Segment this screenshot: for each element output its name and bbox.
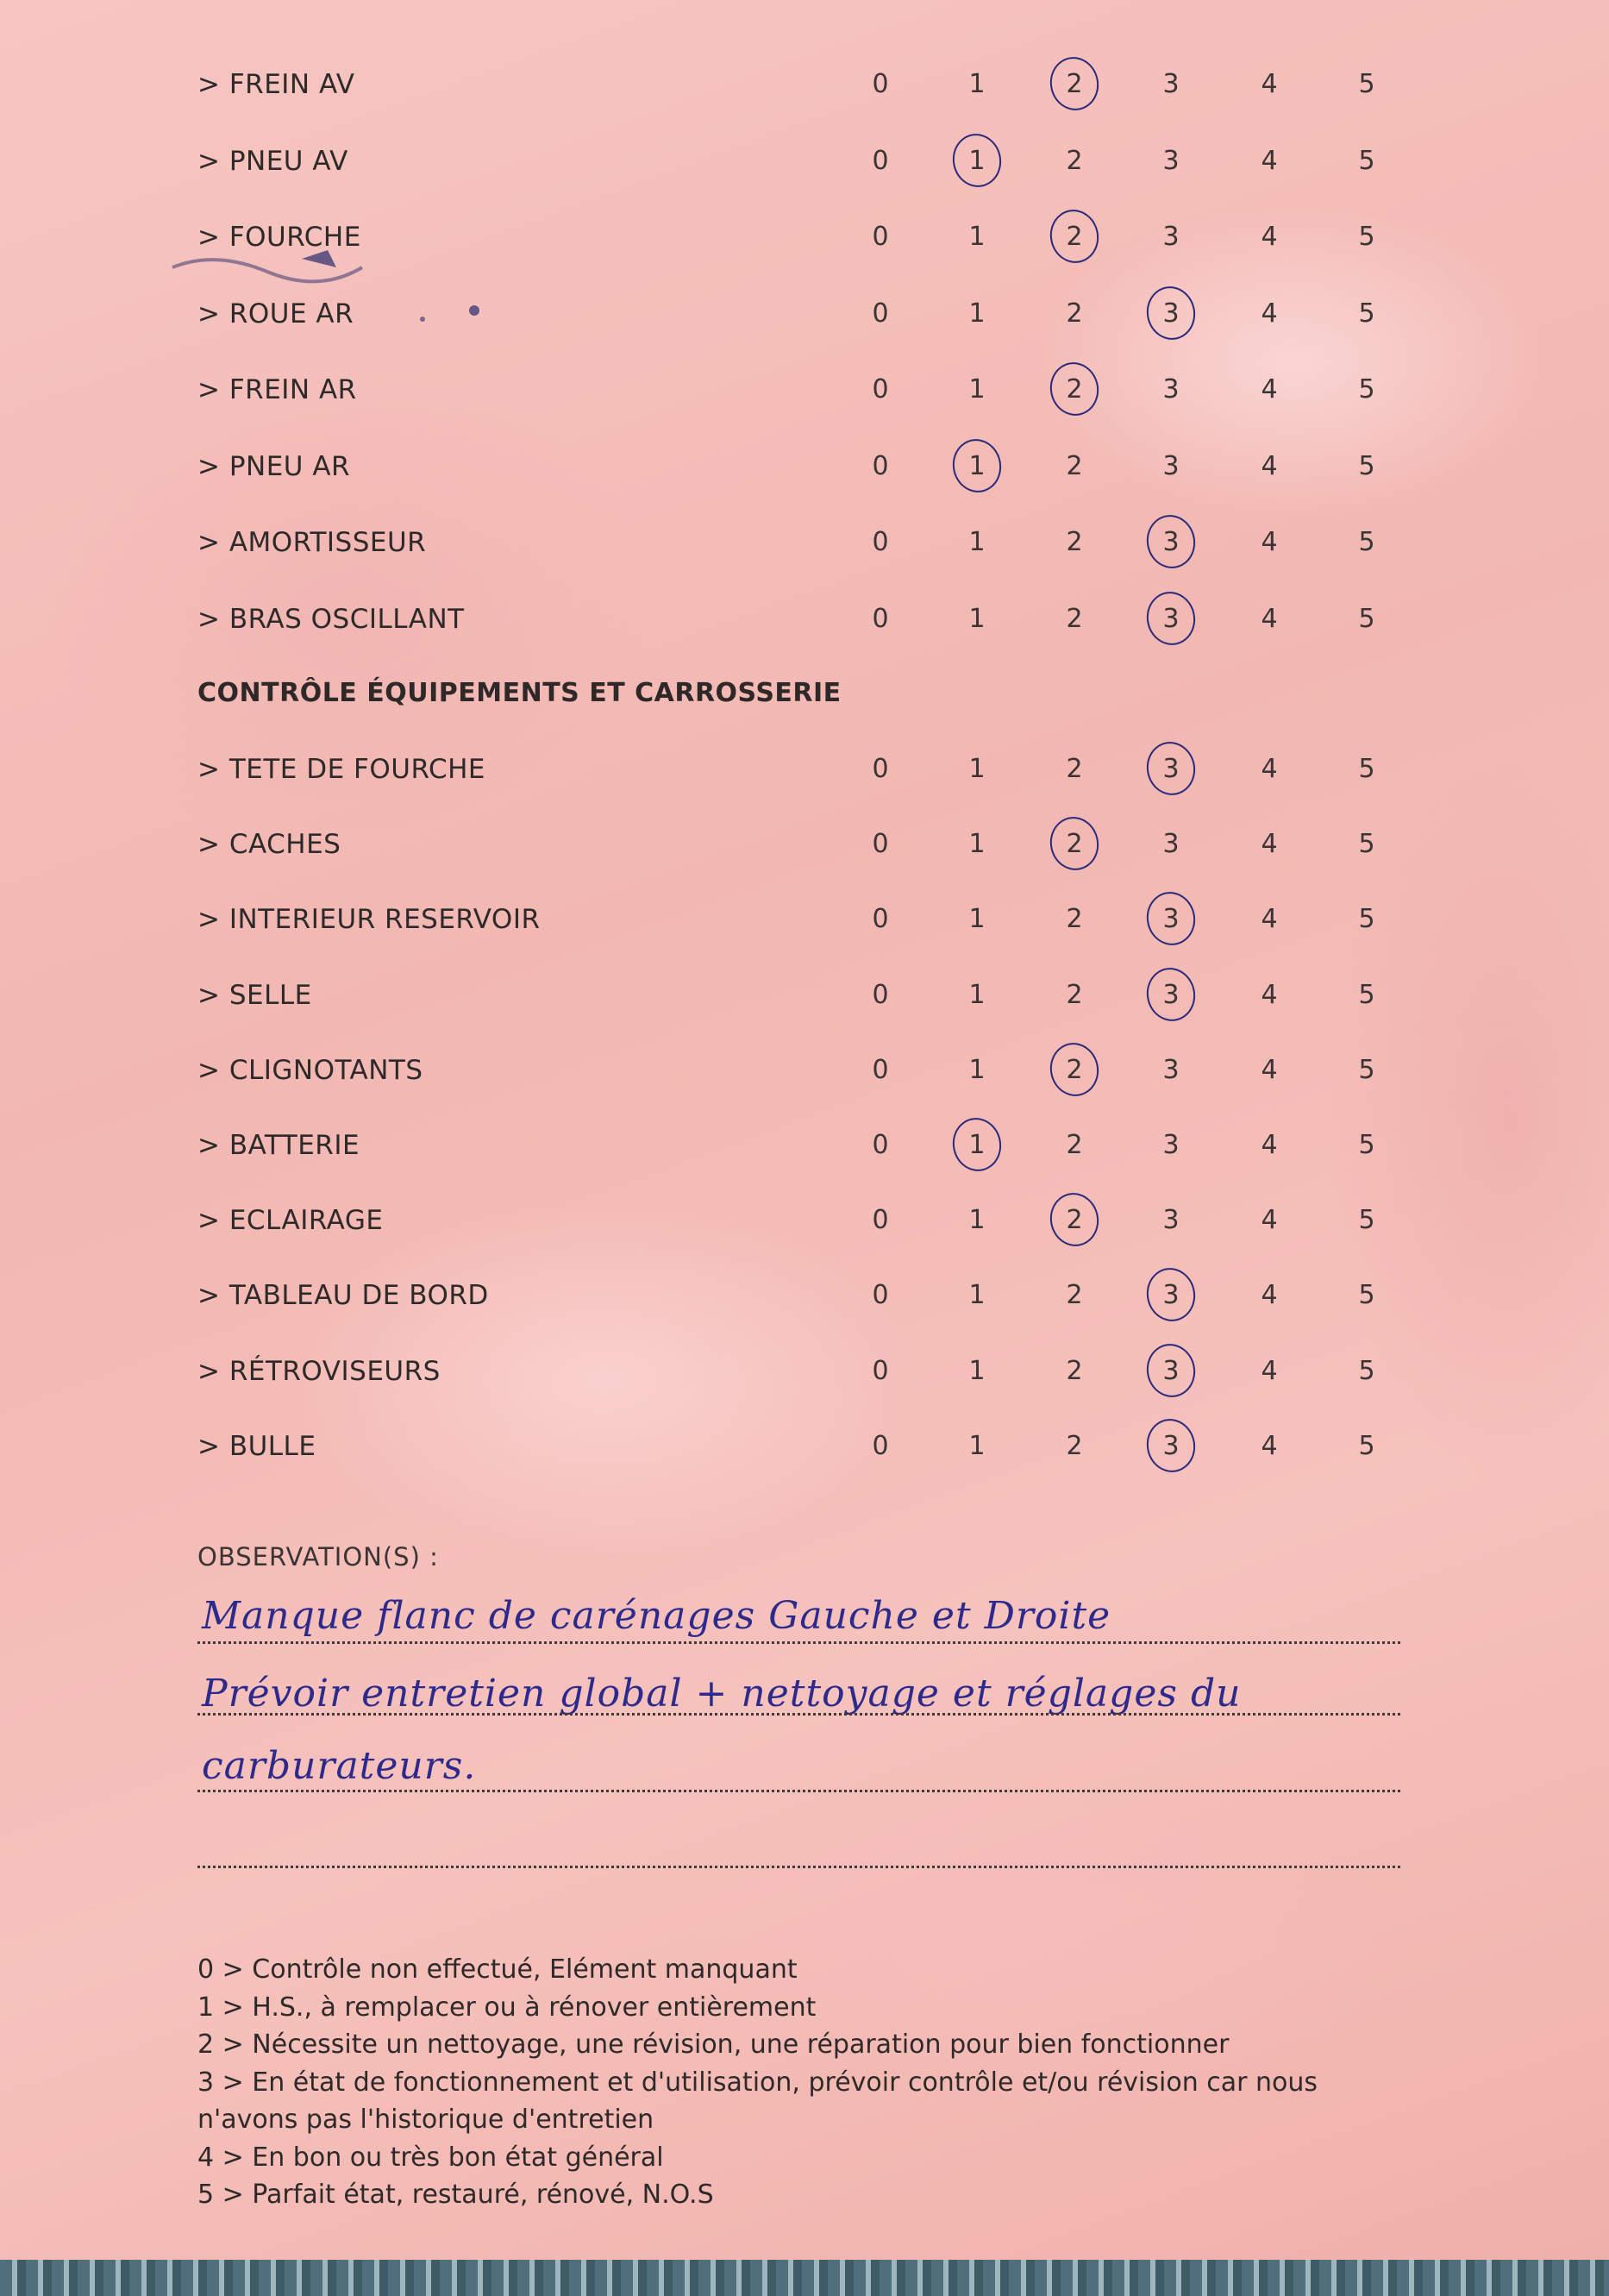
selected-score-circle	[948, 434, 1006, 496]
checklist-row	[0, 515, 1609, 575]
score-option-1[interactable]: 1	[968, 904, 986, 935]
score-option-4[interactable]: 4	[1261, 979, 1278, 1010]
score-option-5[interactable]: 5	[1358, 145, 1375, 176]
score-option-1[interactable]: 1	[968, 754, 986, 784]
score-option-3[interactable]: 3	[1162, 1205, 1180, 1236]
score-option-3[interactable]: 3	[1162, 1355, 1180, 1386]
score-option-0[interactable]: 0	[872, 1280, 889, 1311]
score-option-4[interactable]: 4	[1261, 222, 1278, 252]
checklist-row	[0, 592, 1609, 652]
selected-score-circle	[1045, 1038, 1104, 1101]
checklist-row	[0, 362, 1609, 423]
observation-line-1: Manque flanc de carénages Gauche et Droite	[202, 1594, 1111, 1638]
checklist-row	[0, 1419, 1609, 1479]
checklist-row	[0, 968, 1609, 1028]
score-option-3[interactable]: 3	[1162, 450, 1180, 481]
row-label: > FREIN AV	[197, 69, 355, 100]
score-option-4[interactable]: 4	[1261, 754, 1278, 784]
score-option-0[interactable]: 0	[872, 1355, 889, 1386]
score-option-0[interactable]: 0	[872, 1054, 889, 1085]
score-option-4[interactable]: 4	[1261, 1205, 1278, 1236]
score-option-0[interactable]: 0	[872, 527, 889, 557]
score-option-0[interactable]: 0	[872, 829, 889, 860]
checklist-row	[0, 286, 1609, 347]
score-option-2[interactable]: 2	[1066, 374, 1083, 405]
score-option-2[interactable]: 2	[1066, 1130, 1083, 1160]
selected-score-circle	[1045, 358, 1104, 420]
score-option-0[interactable]: 0	[872, 222, 889, 252]
score-option-3[interactable]: 3	[1162, 1054, 1180, 1085]
score-option-4[interactable]: 4	[1261, 298, 1278, 329]
score-option-4[interactable]: 4	[1261, 1430, 1278, 1461]
score-option-5[interactable]: 5	[1358, 904, 1375, 935]
score-option-1[interactable]: 1	[968, 979, 986, 1010]
observation-line-2: Prévoir entretien global + nettoyage et réglages du	[202, 1672, 1242, 1716]
legend-item-0: 0 > Contrôle non effectué, Elément manquant	[197, 1954, 798, 1985]
row-label: > BULLE	[197, 1430, 316, 1462]
score-option-3[interactable]: 3	[1162, 374, 1180, 405]
score-option-1[interactable]: 1	[968, 1205, 986, 1236]
score-option-3[interactable]: 3	[1162, 222, 1180, 252]
checklist-row	[0, 1193, 1609, 1253]
rating-legend	[197, 1951, 1422, 2214]
row-label: > BRAS OSCILLANT	[197, 603, 465, 635]
checklist-row	[0, 1043, 1609, 1103]
row-label: > ECLAIRAGE	[197, 1205, 384, 1237]
selected-score-circle	[1142, 511, 1200, 573]
score-option-3[interactable]: 3	[1162, 1430, 1180, 1461]
score-option-4[interactable]: 4	[1261, 1280, 1278, 1311]
binder-edge	[0, 2260, 1609, 2296]
score-option-3[interactable]: 3	[1162, 298, 1180, 329]
score-option-3[interactable]: 3	[1162, 527, 1180, 557]
selected-score-circle	[1142, 1264, 1200, 1326]
score-option-1[interactable]: 1	[968, 374, 986, 405]
score-option-5[interactable]: 5	[1358, 298, 1375, 329]
row-label: > TABLEAU DE BORD	[197, 1280, 489, 1312]
score-option-1[interactable]: 1	[968, 603, 986, 634]
score-option-0[interactable]: 0	[872, 754, 889, 784]
score-option-4[interactable]: 4	[1261, 1130, 1278, 1160]
score-option-1[interactable]: 1	[968, 1280, 986, 1311]
legend-item-5: 5 > Parfait état, restauré, rénové, N.O.S	[197, 2180, 714, 2210]
row-label: > AMORTISSEUR	[197, 527, 427, 558]
score-option-5[interactable]: 5	[1358, 1280, 1375, 1311]
score-option-2[interactable]: 2	[1066, 69, 1083, 99]
checklist-row	[0, 1344, 1609, 1404]
row-label: > ROUE AR	[197, 298, 354, 329]
score-option-0[interactable]: 0	[872, 1130, 889, 1160]
score-option-5[interactable]: 5	[1358, 1355, 1375, 1386]
score-option-1[interactable]: 1	[968, 527, 986, 557]
row-label: > CACHES	[197, 829, 341, 861]
score-option-2[interactable]: 2	[1066, 1355, 1083, 1386]
legend-item-1: 1 > H.S., à remplacer ou à rénover entièrement	[197, 1992, 817, 2023]
score-option-3[interactable]: 3	[1162, 1130, 1180, 1160]
score-option-5[interactable]: 5	[1358, 979, 1375, 1010]
selected-score-circle	[1142, 1339, 1200, 1401]
score-option-5[interactable]: 5	[1358, 374, 1375, 405]
score-option-4[interactable]: 4	[1261, 1355, 1278, 1386]
checklist-row	[0, 892, 1609, 952]
score-option-3[interactable]: 3	[1162, 69, 1180, 99]
selected-score-circle	[1142, 281, 1200, 343]
selected-score-circle	[1045, 53, 1104, 115]
score-option-2[interactable]: 2	[1066, 527, 1083, 557]
score-option-2[interactable]: 2	[1066, 979, 1083, 1010]
observations-title: OBSERVATION(S) :	[197, 1542, 439, 1571]
score-option-2[interactable]: 2	[1066, 754, 1083, 784]
section-title-equipements: CONTRÔLE ÉQUIPEMENTS ET CARROSSERIE	[197, 678, 842, 708]
score-option-0[interactable]: 0	[872, 979, 889, 1010]
score-option-1[interactable]: 1	[968, 222, 986, 252]
dotted-line-2	[197, 1713, 1400, 1716]
score-option-3[interactable]: 3	[1162, 145, 1180, 176]
score-option-2[interactable]: 2	[1066, 1205, 1083, 1236]
score-option-1[interactable]: 1	[968, 1430, 986, 1461]
observation-line-3: carburateurs.	[202, 1744, 477, 1788]
selected-score-circle	[1142, 963, 1200, 1025]
score-option-2[interactable]: 2	[1066, 450, 1083, 481]
checklist-row	[0, 1118, 1609, 1178]
score-option-5[interactable]: 5	[1358, 1054, 1375, 1085]
dotted-line-4	[197, 1866, 1400, 1868]
score-option-4[interactable]: 4	[1261, 603, 1278, 634]
score-option-3[interactable]: 3	[1162, 904, 1180, 935]
score-option-4[interactable]: 4	[1261, 145, 1278, 176]
score-option-1[interactable]: 1	[968, 1130, 986, 1160]
score-option-2[interactable]: 2	[1066, 603, 1083, 634]
score-option-1[interactable]: 1	[968, 1355, 986, 1386]
score-option-2[interactable]: 2	[1066, 1280, 1083, 1311]
row-label: > PNEU AV	[197, 145, 348, 177]
checklist-row	[0, 1268, 1609, 1328]
selected-score-circle	[1142, 888, 1200, 950]
score-option-5[interactable]: 5	[1358, 527, 1375, 557]
selected-score-circle	[1045, 1189, 1104, 1251]
score-option-0[interactable]: 0	[872, 298, 889, 329]
score-option-0[interactable]: 0	[872, 1430, 889, 1461]
row-label: > RÉTROVISEURS	[197, 1355, 441, 1387]
checklist-row	[0, 742, 1609, 802]
score-option-0[interactable]: 0	[872, 1205, 889, 1236]
selected-score-circle	[948, 129, 1006, 191]
score-option-4[interactable]: 4	[1261, 1054, 1278, 1085]
checklist-row	[0, 57, 1609, 117]
dotted-line-1	[197, 1641, 1400, 1644]
score-option-0[interactable]: 0	[872, 374, 889, 405]
selected-score-circle	[1142, 737, 1200, 800]
score-option-5[interactable]: 5	[1358, 829, 1375, 860]
selected-score-circle	[1142, 1415, 1200, 1477]
selected-score-circle	[1045, 812, 1104, 875]
score-option-2[interactable]: 2	[1066, 1054, 1083, 1085]
score-option-4[interactable]: 4	[1261, 829, 1278, 860]
score-option-4[interactable]: 4	[1261, 527, 1278, 557]
score-option-5[interactable]: 5	[1358, 1130, 1375, 1160]
checklist-row	[0, 134, 1609, 194]
selected-score-circle	[1142, 587, 1200, 649]
score-option-2[interactable]: 2	[1066, 904, 1083, 935]
score-option-1[interactable]: 1	[968, 829, 986, 860]
score-option-0[interactable]: 0	[872, 603, 889, 634]
score-option-5[interactable]: 5	[1358, 69, 1375, 99]
checklist-row	[0, 439, 1609, 499]
row-label: > FREIN AR	[197, 374, 357, 405]
checklist-row	[0, 210, 1609, 270]
score-option-1[interactable]: 1	[968, 69, 986, 99]
row-label: > TETE DE FOURCHE	[197, 754, 485, 785]
score-option-2[interactable]: 2	[1066, 1430, 1083, 1461]
row-label: > BATTERIE	[197, 1130, 360, 1161]
score-option-2[interactable]: 2	[1066, 222, 1083, 252]
score-option-4[interactable]: 4	[1261, 69, 1278, 99]
score-option-1[interactable]: 1	[968, 145, 986, 176]
score-option-0[interactable]: 0	[872, 904, 889, 935]
score-option-4[interactable]: 4	[1261, 374, 1278, 405]
score-option-1[interactable]: 1	[968, 298, 986, 329]
score-option-3[interactable]: 3	[1162, 1280, 1180, 1311]
score-option-5[interactable]: 5	[1358, 1430, 1375, 1461]
score-option-2[interactable]: 2	[1066, 298, 1083, 329]
score-option-5[interactable]: 5	[1358, 754, 1375, 784]
score-option-0[interactable]: 0	[872, 145, 889, 176]
checklist-row	[0, 817, 1609, 877]
score-option-5[interactable]: 5	[1358, 603, 1375, 634]
row-label: > CLIGNOTANTS	[197, 1054, 423, 1086]
row-label: > FOURCHE	[197, 222, 361, 253]
score-option-2[interactable]: 2	[1066, 829, 1083, 860]
score-option-2[interactable]: 2	[1066, 145, 1083, 176]
score-option-3[interactable]: 3	[1162, 754, 1180, 784]
score-option-4[interactable]: 4	[1261, 904, 1278, 935]
legend-item-4: 4 > En bon ou très bon état général	[197, 2142, 664, 2173]
dotted-line-3	[197, 1790, 1400, 1792]
score-option-3[interactable]: 3	[1162, 979, 1180, 1010]
legend-item-3: 3 > En état de fonctionnement et d'utilisation, prévoir contrôle et/ou révision car nous n'avons pas l'historique d'entretien	[197, 2067, 1318, 2135]
score-option-5[interactable]: 5	[1358, 222, 1375, 252]
score-option-3[interactable]: 3	[1162, 829, 1180, 860]
row-label: > INTERIEUR RESERVOIR	[197, 904, 541, 936]
score-option-0[interactable]: 0	[872, 450, 889, 481]
score-option-1[interactable]: 1	[968, 450, 986, 481]
selected-score-circle	[948, 1113, 1006, 1176]
score-option-3[interactable]: 3	[1162, 603, 1180, 634]
score-option-0[interactable]: 0	[872, 69, 889, 99]
row-label: > PNEU AR	[197, 450, 351, 482]
score-option-1[interactable]: 1	[968, 1054, 986, 1085]
score-option-4[interactable]: 4	[1261, 450, 1278, 481]
score-option-5[interactable]: 5	[1358, 1205, 1375, 1236]
legend-item-2: 2 > Nécessite un nettoyage, une révision, une réparation pour bien fonctionner	[197, 2029, 1230, 2060]
row-label: > SELLE	[197, 979, 312, 1011]
score-option-5[interactable]: 5	[1358, 450, 1375, 481]
selected-score-circle	[1045, 205, 1104, 267]
